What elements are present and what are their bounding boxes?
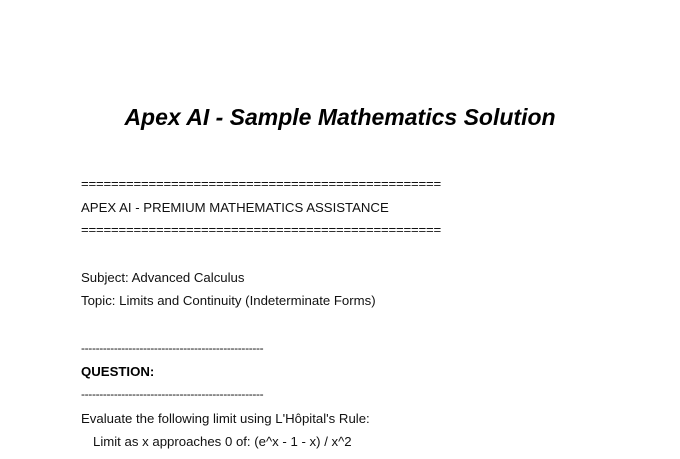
question-heading: QUESTION: (81, 364, 155, 379)
separator-dash-top: -------------------------------------------------- (81, 341, 264, 355)
separator-equals-top: ================================================ (81, 176, 442, 191)
header-text: APEX AI - PREMIUM MATHEMATICS ASSISTANCE (81, 200, 389, 215)
document-title: Apex AI - Sample Mathematics Solution (124, 104, 556, 130)
question-text: Evaluate the following limit using L'Hôpital's Rule: (81, 411, 370, 426)
limit-expression: Limit as x approaches 0 of: (e^x - 1 - x) / x^2 (93, 434, 352, 449)
subject-line: Subject: Advanced Calculus (81, 270, 245, 285)
separator-dash-bottom: -------------------------------------------------- (81, 387, 264, 401)
topic-line: Topic: Limits and Continuity (Indeterminate Forms) (81, 293, 376, 308)
separator-equals-bottom: ================================================ (81, 222, 442, 237)
